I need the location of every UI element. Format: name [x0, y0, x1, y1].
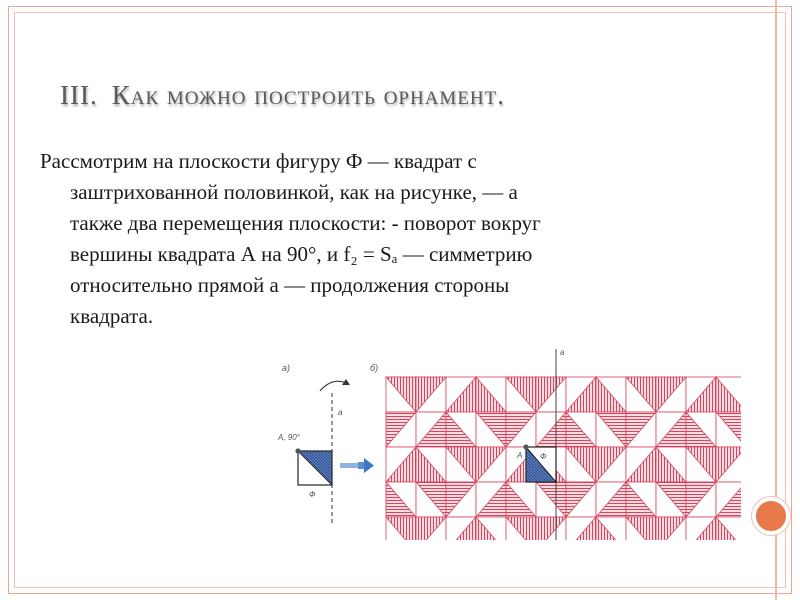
label-part-a: а) — [282, 363, 291, 373]
body-line-3: также два перемещения плоскости: - поворот вокруг — [70, 211, 541, 235]
vertex-A — [295, 448, 300, 453]
body-line-6: квадрата. — [70, 304, 154, 328]
body-line-2: заштрихованной половинкой, как на рисунке, — а — [70, 180, 518, 204]
slide-body — [40, 146, 700, 332]
label-A-b: A — [517, 451, 523, 460]
body-line-5: относительно прямой а — продолжения стороны — [70, 273, 510, 297]
label-line-a-top: a — [560, 348, 565, 357]
rotation-arrow — [320, 381, 346, 391]
ornament-figure — [276, 343, 741, 540]
body-line-1: Рассмотрим на плоскости фигуру Ф — квадрат с — [40, 149, 477, 173]
label-part-b-text: б) — [370, 363, 379, 373]
vertex-A-b — [523, 444, 528, 449]
label-phi-b: Ф — [540, 452, 547, 461]
title-roman: III. — [60, 80, 98, 110]
accent-circle — [752, 497, 790, 535]
label-a-rotation: A, 90° — [278, 433, 300, 442]
slide-title — [60, 80, 505, 111]
label-line-a: a — [338, 408, 343, 417]
label-phi: Ф — [309, 490, 316, 499]
ornament-grid — [386, 377, 741, 540]
title-text: Как можно построить орнамент. — [111, 80, 506, 110]
transform-arrow — [340, 458, 374, 473]
body-line-4: вершины квадрата А на 90°, и f₂ = Sₐ — симметрию — [70, 242, 533, 266]
